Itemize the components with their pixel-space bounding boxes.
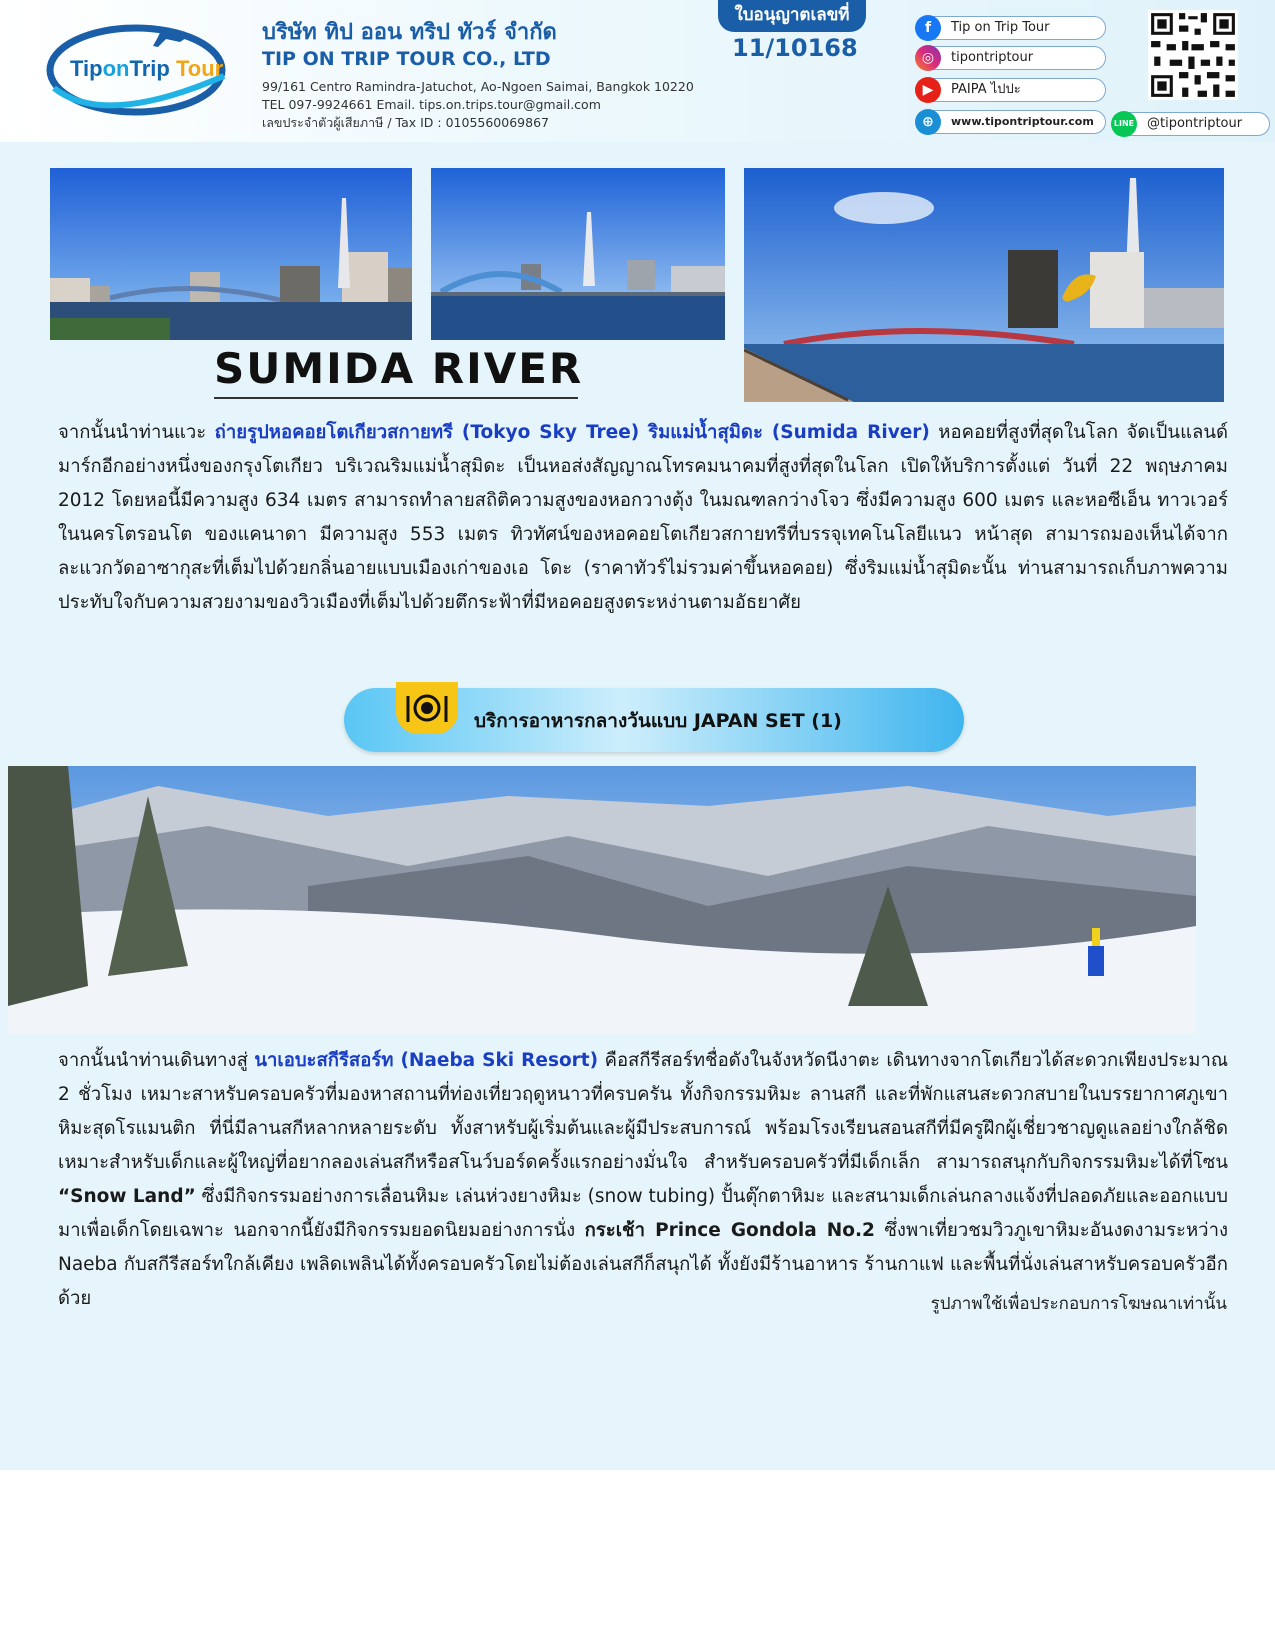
company-contact: TEL 097-9924661 Email. tips.on.trips.tour@gmail.com xyxy=(262,97,601,112)
instagram-label: tipontriptour xyxy=(951,50,1034,65)
naeba-description xyxy=(58,1044,1228,1316)
instagram-link[interactable] xyxy=(916,46,1106,70)
youtube-link[interactable] xyxy=(916,78,1106,102)
sumida-text-1: จากนั้นนำท่านแวะ xyxy=(58,422,215,443)
instagram-icon: ◎ xyxy=(915,45,941,71)
sumida-highlight: ถ่ายรูปหอคอยโตเกียวสกายทรี (Tokyo Sky Tree) ริมแม่น้ำสุมิดะ (Sumida River) xyxy=(214,422,930,443)
sumida-photo-1 xyxy=(50,168,412,340)
sumida-description xyxy=(58,416,1228,620)
section-title: SUMIDA RIVER xyxy=(214,344,584,393)
naeba-ski-photo xyxy=(8,766,1196,1034)
naeba-text-1: จากนั้นนำท่านเดินทางสู่ xyxy=(58,1050,255,1071)
naeba-text-4: ซึ่งพาเที่ยวชมวิวภูเขาหิมะอันงดงามระหว่าง Naeba กับสกีรีสอร์ทใกล้เคียง เพลิดเพลินได้ทั้งครอบครัวโดยไม่ต้องเล่นสกีก็สนุกได้ ทั้งยังมีร้านอาหาร ร้านกาแฟ และพื้นที่นั่งเล่นสาหรับครอบครัวอีกด้วย xyxy=(58,1220,1228,1309)
line-icon: LINE xyxy=(1111,111,1137,137)
website-link[interactable] xyxy=(916,110,1106,134)
company-tax-id: เลขประจำตัวผู้เสียภาษี / Tax ID : 0105560069867 xyxy=(262,115,549,130)
logo-trip: Trip xyxy=(129,56,170,81)
qr-code xyxy=(1148,10,1238,100)
naeba-text-2: คือสกีรีสอร์ทชื่อดังในจังหวัดนีงาตะ เดินทางจากโตเกียวได้สะดวกเพียงประมาณ 2 ชั่วโมง เหมาะสาหรับครอบครัวที่มองหาสถานที่ท่องเที่ยวฤดูหนาวที่ครบครัน ทั้งกิจกรรมหิมะ ลานสกี และที่พักแสนสะดวกสบายในบรรยากาศภูเขาหิมะสุดโรแมนติก ที่นี่มีลานสกีหลากหลายระดับ ทั้งสาหรับผู้เริ่มต้นและผู้มีประสบการณ์ พร้อมโรงเรียนสอนสกีที่มีครูฝึกผู้เชี่ยวชาญดูแลอย่างใกล้ชิด เหมาะสำหรับเด็กและผู้ใหญ่ที่อยากลองเล่นสกีหรือสโนว์บอร์ดครั้งแรกอย่างมั่นใจ สำหรับครอบครัวที่มีเด็กเล็ก สามารถสนุกกับกิจกรรมหิมะได้ที่โซน xyxy=(58,1050,1228,1173)
meal-banner xyxy=(344,688,964,752)
logo-tour: Tour xyxy=(175,56,224,81)
license-number: 11/10168 xyxy=(732,34,858,62)
globe-icon: ⊕ xyxy=(915,109,941,135)
naeba-text-3: ซึ่งมีกิจกรรมอย่างการเลื่อนหิมะ เล่นห่วงยางหิมะ (snow tubing) ปั้นตุ๊กตาหิมะ และสนามเด็กเล่นกลางแจ้งที่ปลอดภัยและออกแบบมาเพื่อเด็กโดยเฉพาะ นอกจากนี้ยังมีกิจกรรมยอดนิยมอย่างการนั่ง xyxy=(58,1186,1228,1241)
sumida-photo-2 xyxy=(431,168,725,340)
image-disclaimer: รูปภาพใช้เพื่อประกอบการโฆษณาเท่านั้น xyxy=(930,1294,1227,1314)
gondola-bold: กระเช้า Prince Gondola No.2 xyxy=(584,1220,875,1241)
website-label: www.tipontriptour.com xyxy=(951,115,1094,128)
facebook-link[interactable] xyxy=(916,16,1106,40)
license-label: ใบอนุญาตเลขที่ xyxy=(718,0,866,32)
naeba-highlight: นาเอบะสกีรีสอร์ท (Naeba Ski Resort) xyxy=(254,1050,599,1071)
company-address: 99/161 Centro Ramindra-Jatuchot, Ao-Ngoen Saimai, Bangkok 10220 xyxy=(262,79,694,94)
company-name-english: TIP ON TRIP TOUR CO., LTD xyxy=(262,48,551,70)
sumida-photo-3 xyxy=(744,168,1224,402)
meal-label: บริการอาหารกลางวันแบบ JAPAN SET (1) xyxy=(474,710,842,732)
dish-fork-knife-icon xyxy=(396,682,458,734)
facebook-icon: f xyxy=(915,15,941,41)
header xyxy=(0,0,1275,142)
youtube-label: PAIPA ไปปะ xyxy=(951,82,1021,97)
logo-wordmark xyxy=(70,56,223,82)
snow-land-bold: “Snow Land” xyxy=(58,1186,196,1207)
sumida-text-2: หอคอยที่สูงที่สุดในโลก จัดเป็นแลนด์มาร์กอีกอย่างหนึ่งของกรุงโตเกียว บริเวณริมแม่น้ำสุมิดะ เป็นหอส่งสัญญาณโทรคมนาคมที่สูงที่สุดในโลก เปิดให้บริการตั้งแต่ วันที่ 22 พฤษภาคม 2012 โดยหอนี้มีความสูง 634 เมตร สามารถทำลายสถิติความสูงของหอกวางตุ้ง ในมณฑลกว่างโจว ซึ่งมีความสูง 600 เมตร และหอซีเอ็น ทาวเวอร์ ในนครโตรอนโต ของแคนาดา มีความสูง 553 เมตร ทิวทัศน์ของหอคอยโตเกียวสกายทรีที่บรรจุเทคโนโลยีแนว หน้าสุด สามารถมองเห็นได้จากละแวกวัดอาซากุสะที่เต็มไปด้วยกลิ่นอายแบบเมืองเก่าของเอ โดะ (ราคาทัวร์ไม่รวมค่าขึ้นหอคอย) ซึ่งริมแม่น้ำสุมิดะนั้น ท่านสามารถเก็บภาพความประทับใจกับความสวยงามของวิวเมืองที่เต็มไปด้วยตึกระฟ้าที่มีหอคอยสูงตระหง่านตามอัธยาศัย xyxy=(58,422,1228,613)
meal-icon-box xyxy=(396,682,458,734)
logo-tip: Tip xyxy=(70,56,103,81)
line-link[interactable] xyxy=(1112,112,1270,136)
company-address-block xyxy=(262,78,694,132)
title-underline xyxy=(214,397,578,399)
facebook-label: Tip on Trip Tour xyxy=(951,20,1050,35)
youtube-icon: ▶ xyxy=(915,77,941,103)
logo-on: on xyxy=(102,56,130,81)
company-name-thai: บริษัท ทิป ออน ทริป ทัวร์ จำกัด xyxy=(262,20,557,45)
line-label: @tipontriptour xyxy=(1147,116,1243,131)
